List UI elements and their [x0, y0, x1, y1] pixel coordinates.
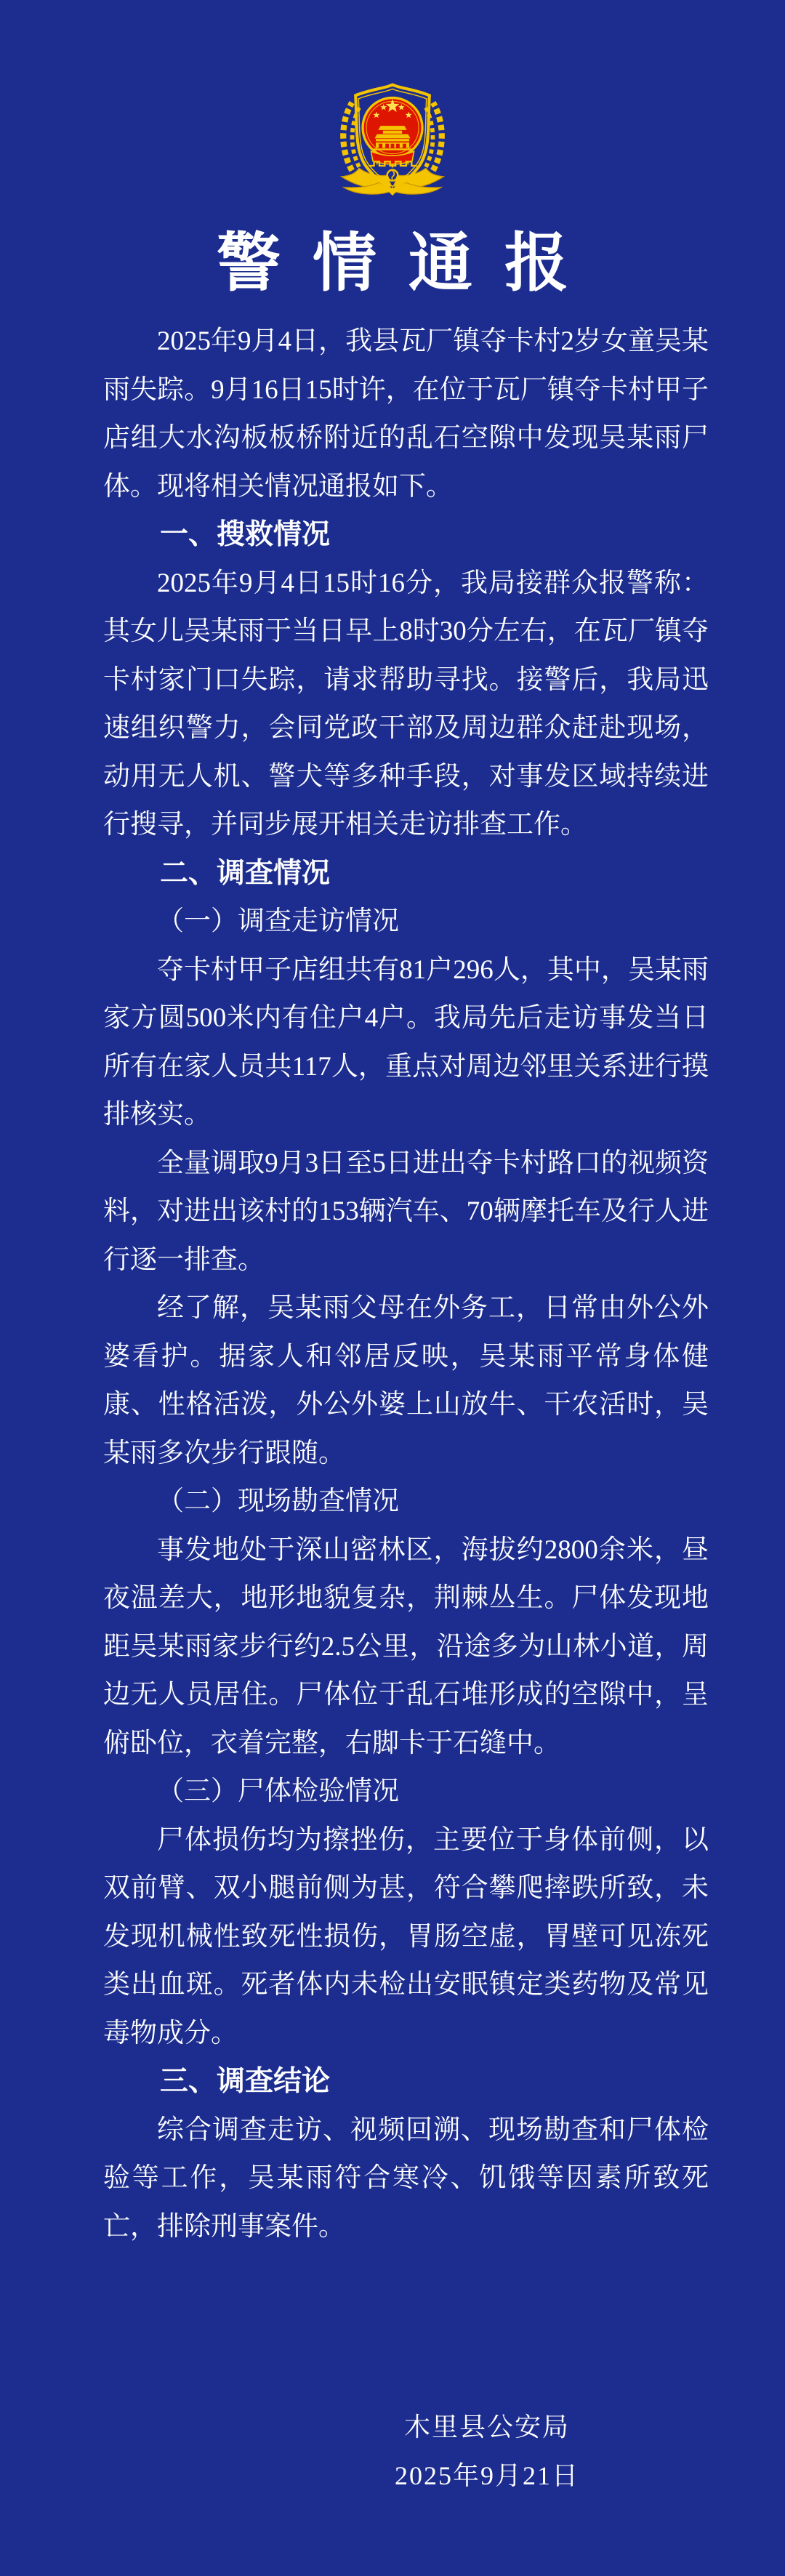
police-badge-icon: [333, 70, 452, 199]
visits-paragraph-1: 夺卡村甲子店组共有81户296人，其中，吴某雨家方圆500米内有住户4户。我局先后走访事发当日所有在家人员共117人，重点对周边邻里关系进行摸排核实。: [103, 954, 709, 1130]
autopsy-paragraph: 尸体损伤均为擦挫伤，主要位于身体前侧，以双前臂、双小腿前侧为甚，符合攀爬摔跌所致，未发现机械性致死性损伤，胃肠空虚，胃壁可见冻死类出血斑。死者体内未检出安眠镇定类药物及常见毒物成分。: [103, 1824, 709, 2048]
issue-date: 2025年9月21日: [394, 2461, 579, 2490]
visits-paragraph-2: 全量调取9月3日至5日进出夺卡村路口的视频资料，对进出该村的153辆汽车、70辆摩托车及行人进行逐一排查。: [103, 1148, 709, 1275]
subsection-heading-visits: （一）调查走访情况: [157, 906, 399, 936]
subsection-heading-scene: （二）现场勘查情况: [157, 1486, 399, 1516]
intro-paragraph: 2025年9月4日，我县瓦厂镇夺卡村2岁女童吴某雨失踪。9月16日15时许，在位于瓦厂镇夺卡村甲子店组大水沟板板桥附近的乱石空隙中发现吴某雨尸体。现将相关情况通报如下。: [103, 326, 709, 502]
badge-national-emblem: [363, 98, 422, 168]
notice-body: [103, 318, 709, 2251]
section-heading-conclusion: 三、调查结论: [160, 2066, 331, 2097]
section-heading-search: 一、搜救情况: [160, 519, 331, 550]
notice-title: 警情通报: [216, 229, 600, 299]
search-paragraph: 2025年9月4日15时16分，我局接群众报警称：其女儿吴某雨于当日早上8时30分左右，在瓦厂镇夺卡村家门口失踪，请求帮助寻找。接警后，我局迅速组织警力，会同党政干部及周边群众赶赴现场，动用无人机、警犬等多种手段，对事发区域持续进行搜寻，并同步展开相关走访排查工作。: [103, 568, 709, 840]
issuing-agency: 木里县公安局: [403, 2412, 570, 2442]
visits-paragraph-3: 经了解，吴某雨父母在外务工，日常由外公外婆看护。据家人和邻居反映，吴某雨平常身体健康、性格活泼，外公外婆上山放牛、干农活时，吴某雨多次步行跟随。: [103, 1293, 709, 1468]
subsection-heading-autopsy: （三）尸体检验情况: [157, 1776, 399, 1806]
conclusion-paragraph: 综合调查走访、视频回溯、现场勘查和尸体检验等工作，吴某雨符合寒冷、饥饿等因素所致死亡，排除刑事案件。: [103, 2114, 709, 2242]
signature-block: [189, 2403, 785, 2500]
scene-paragraph: 事发地处于深山密林区，海拔约2800余米，昼夜温差大，地形地貌复杂，荆棘丛生。尸体发现地距吴某雨家步行约2.5公里，沿途多为山林小道，周边无人员居住。尸体位于乱石堆形成的空隙中，呈俯卧位，衣着完整，右脚卡于石缝中。: [103, 1534, 709, 1758]
section-heading-investigation: 二、调查情况: [160, 857, 331, 889]
